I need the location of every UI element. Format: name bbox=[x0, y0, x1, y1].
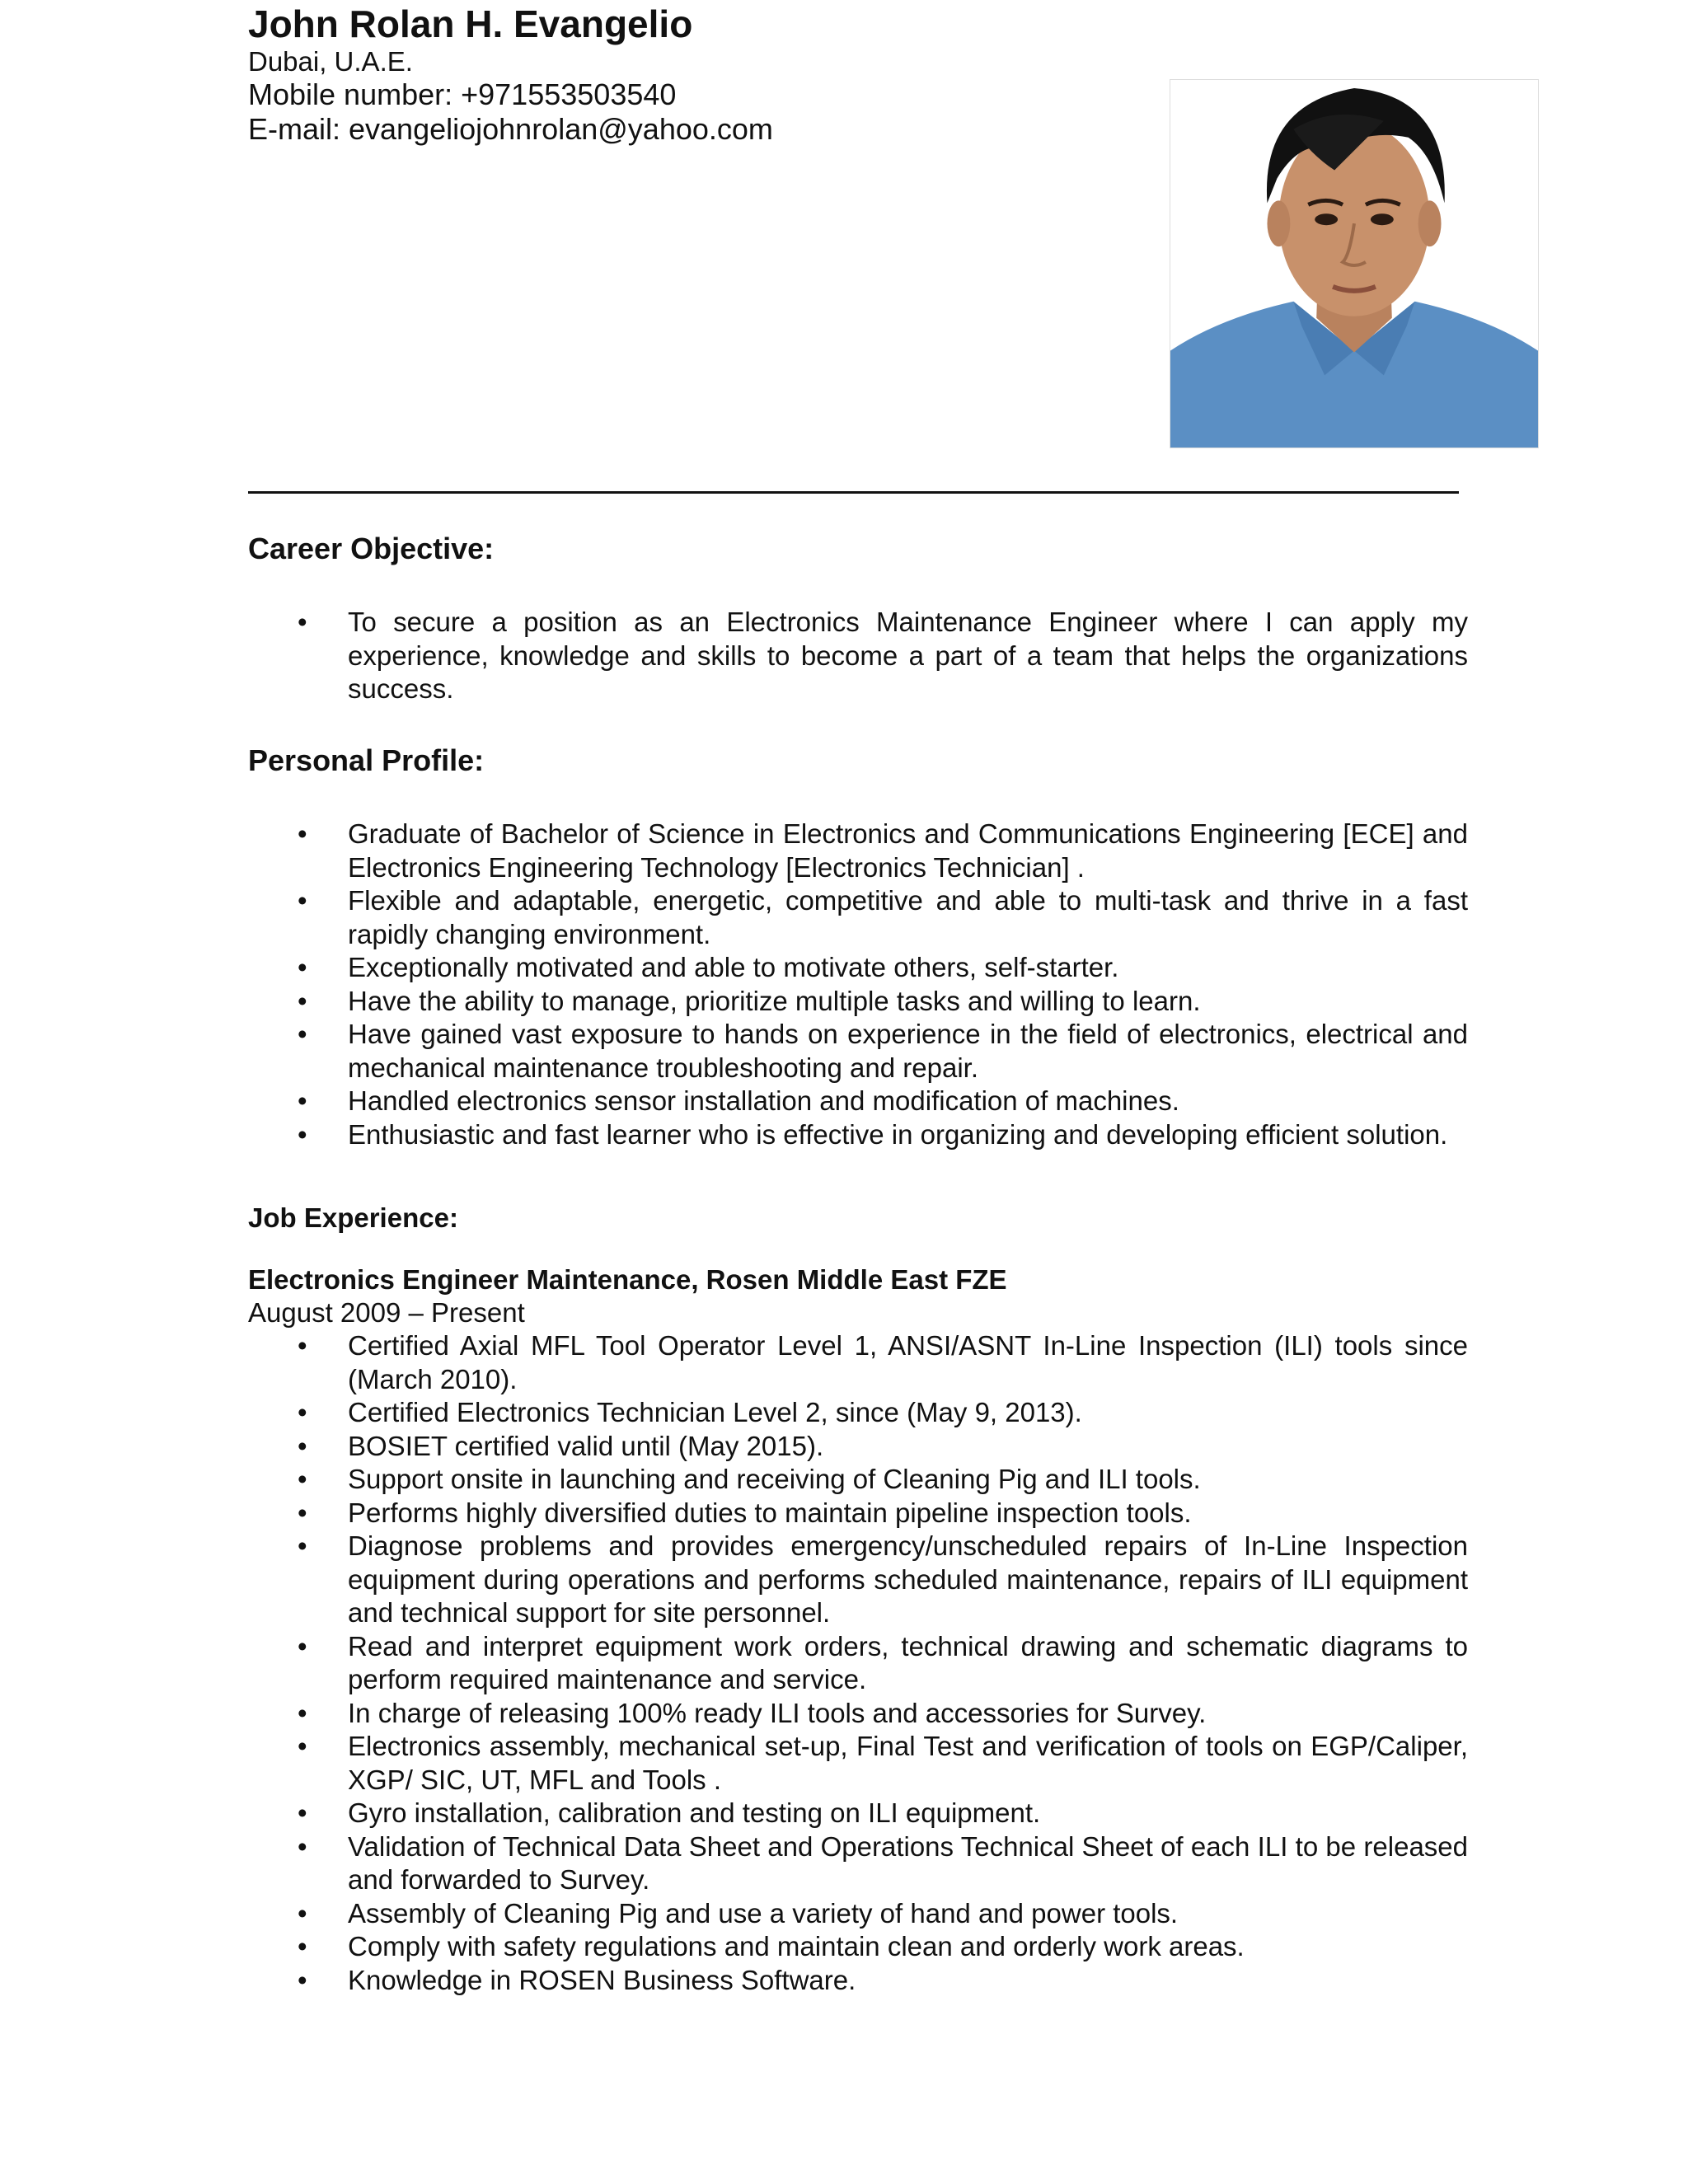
location-text: Dubai, U.A.E. bbox=[248, 46, 413, 77]
list-item: • Performs highly diversified duties to maintain pipeline inspection tools. bbox=[248, 1497, 1468, 1530]
applicant-name: John Rolan H. Evangelio bbox=[248, 2, 693, 45]
list-item: • Have the ability to manage, prioritize multiple tasks and willing to learn. bbox=[248, 985, 1468, 1019]
list-item: • Exceptionally motivated and able to motivate others, self-starter. bbox=[248, 951, 1468, 985]
email-text: E-mail: evangeliojohnrolan@yahoo.com bbox=[248, 112, 773, 146]
list-item: • Read and interpret equipment work orders, technical drawing and schematic diagrams to perform required maintenance and service. bbox=[248, 1630, 1468, 1697]
list-item: • Flexible and adaptable, energetic, competitive and able to multi-task and thrive in a fast rapidly changing environment. bbox=[248, 884, 1468, 951]
list-item: • Certified Electronics Technician Level 2, since (May 9, 2013). bbox=[248, 1396, 1468, 1430]
job-experience-heading: Job Experience: bbox=[248, 1202, 458, 1233]
career-objective-list bbox=[248, 606, 1468, 706]
list-item: • Handled electronics sensor installation and modification of machines. bbox=[248, 1085, 1468, 1118]
list-item: • Validation of Technical Data Sheet and Operations Technical Sheet of each ILI to be released and forwarded to Survey. bbox=[248, 1830, 1468, 1897]
job-dates: August 2009 – Present bbox=[248, 1297, 525, 1328]
header-divider bbox=[248, 491, 1459, 494]
personal-profile-list bbox=[248, 818, 1468, 1151]
career-objective-heading: Career Objective: bbox=[248, 532, 495, 565]
list-item: • In charge of releasing 100% ready ILI tools and accessories for Survey. bbox=[248, 1697, 1468, 1731]
personal-profile-heading: Personal Profile: bbox=[248, 743, 485, 777]
job-duties-list bbox=[248, 1329, 1468, 1997]
list-item: • Certified Axial MFL Tool Operator Level 1, ANSI/ASNT In-Line Inspection (ILI) tools since (March 2010). bbox=[248, 1329, 1468, 1396]
profile-photo bbox=[1170, 79, 1539, 448]
job-title: Electronics Engineer Maintenance, Rosen Middle East FZE bbox=[248, 1264, 1007, 1295]
list-item: • Diagnose problems and provides emergency/unscheduled repairs of In-Line Inspection equipment during operations and performs scheduled maintenance, repairs of ILI equipment and technical support for site personnel. bbox=[248, 1530, 1468, 1630]
list-item: • Gyro installation, calibration and testing on ILI equipment. bbox=[248, 1797, 1468, 1830]
list-item: • Assembly of Cleaning Pig and use a variety of hand and power tools. bbox=[248, 1897, 1468, 1931]
mobile-number-text: Mobile number: +971553503540 bbox=[248, 77, 677, 111]
list-item: • Knowledge in ROSEN Business Software. bbox=[248, 1964, 1468, 1998]
list-item: • BOSIET certified valid until (May 2015). bbox=[248, 1430, 1468, 1464]
list-item: • Electronics assembly, mechanical set-up, Final Test and verification of tools on EGP/Caliper, XGP/ SIC, UT, MFL and Tools . bbox=[248, 1730, 1468, 1797]
list-item: • Support onsite in launching and receiving of Cleaning Pig and ILI tools. bbox=[248, 1463, 1468, 1497]
list-item: • To secure a position as an Electronics Maintenance Engineer where I can apply my experience, knowledge and skills to become a part of a team that helps the organizations success. bbox=[248, 606, 1468, 706]
list-item: • Have gained vast exposure to hands on experience in the field of electronics, electrical and mechanical maintenance troubleshooting and repair. bbox=[248, 1018, 1468, 1085]
list-item: • Graduate of Bachelor of Science in Electronics and Communications Engineering [ECE] and Electronics Engineering Technology [Electronics Technician] . bbox=[248, 818, 1468, 884]
list-item: • Comply with safety regulations and maintain clean and orderly work areas. bbox=[248, 1930, 1468, 1964]
list-item: • Enthusiastic and fast learner who is effective in organizing and developing efficient solution. bbox=[248, 1118, 1468, 1152]
